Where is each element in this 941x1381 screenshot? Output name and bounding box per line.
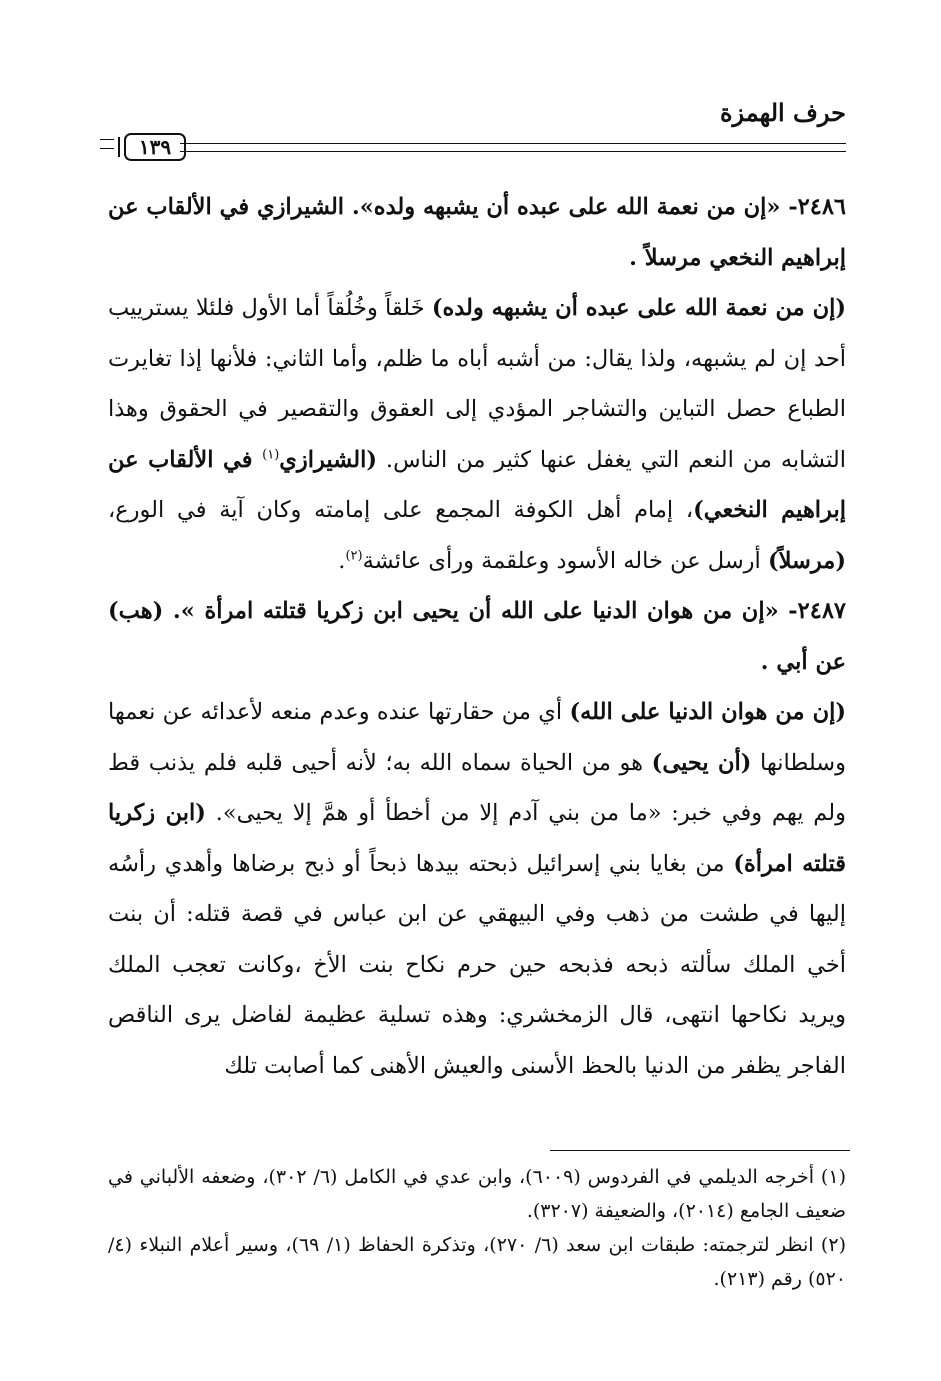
lemma: (إن من هوان الدنيا على الله) xyxy=(569,699,846,725)
commentary-text: هو من الحياة سماه الله به؛ لأنه أحيى قلبه فلم يذنب قط ولم يهم وفي خبر: «ما من بني آدم إلا من أخطأ أو همَّ إلا يحيى». xyxy=(108,749,846,826)
page-number: ١٣٩ xyxy=(124,133,186,161)
lemma: (ابن زكريا قتلته امرأة) xyxy=(108,800,846,877)
hadith-text: - «إن من هوان الدنيا على الله أن يحيى ابن زكريا قتلته امرأة ». (هب) عن أبي . xyxy=(108,598,846,675)
lemma: (مرسلاً) xyxy=(767,547,846,574)
footnotes xyxy=(108,1160,846,1296)
commentary-text: من بغايا بني إسرائيل ذبحته بيدها ذبحاً أو ذبح برضاها وأهدي رأسُه إليها في طشت من ذهب وفي البيهقي عن ابن عباس في قصة قتله: أن بنت أخي الملك سألته ذبحه فذبحه حين حرم نكاح بنت الأخ ،وكانت تعجب الملك ويريد نكاحها انتهى، قال الزمخشري: وهذه تسلية عظيمة لفاضل يرى الناقص الفاجر يظفر من الدنيا بالحظ الأسنى والعيش الأهنى كما أصابت تلك xyxy=(108,850,846,1079)
commentary-2486 xyxy=(108,283,846,586)
commentary-text: ، إمام أهل الكوفة المجمع على إمامته وكان آية في الورع، xyxy=(108,497,694,523)
entry-2486 xyxy=(108,182,846,283)
header-rule-end-mark xyxy=(100,139,114,149)
lemma: (الشيرازي xyxy=(279,446,378,473)
commentary-text: خَلقاً وخُلُقاً أما الأول فلئلا يسترييب أحد إن لم يشبهه، ولذا يقال: من أشبه أباه ما ظلم، وأما الثاني: فلأنها إذا تغايرت الطباع حصل التباين والتشاجر المؤدي إلى العقوق والتقصير في الحقوق وهذا التشابه من النعم التي يغفل عنها كثير من الناس. xyxy=(108,295,846,473)
commentary-text: أرسل عن خاله الأسود وعلقمة ورأى عائشة xyxy=(362,547,768,574)
chapter-title: حرف الهمزة xyxy=(719,98,846,127)
main-text xyxy=(108,182,846,1091)
header-rule-double xyxy=(180,151,846,152)
lemma: (إن من نعمة الله على عبده أن يشبهه ولده) xyxy=(431,295,846,321)
commentary-2487 xyxy=(108,687,846,1091)
footnote-1: (١) أخرجه الديلمي في الفردوس (٦٠٠٩)، وابن عدي في الكامل (٦/ ٣٠٢)، وضعفه الألباني في ضعيف الجامع (٢٠١٤)، والضعيفة (٣٢٠٧). xyxy=(108,1166,846,1222)
hadith-text: - «إن من نعمة الله على عبده أن يشبهه ولده». الشيرازي في الألقاب عن إبراهيم النخعي مرسلاً . xyxy=(108,194,846,271)
lemma: في الألقاب عن إبراهيم النخعي) xyxy=(108,446,846,523)
footnote-rule xyxy=(550,1150,850,1151)
commentary-text: . xyxy=(338,547,346,574)
footnote-2: (٢) انظر لترجمته: طبقات ابن سعد (٦/ ٢٧٠)، وتذكرة الحفاظ (١/ ٦٩)، وسير أعلام النبلاء (٤/ ٥٢٠) رقم (٢١٣). xyxy=(108,1234,846,1290)
commentary-text: أي من حقارتها عنده وعدم منعه لأعدائه عن نعمها وسلطانها xyxy=(108,699,846,776)
entry-number: ٢٤٨٦ xyxy=(797,194,846,220)
entry-2487 xyxy=(108,586,846,687)
entry-number: ٢٤٨٧ xyxy=(797,598,846,624)
lemma: (أن يحيى) xyxy=(651,749,752,776)
footnote-ref[interactable]: (١) xyxy=(262,447,280,462)
footnote-ref[interactable]: (٢) xyxy=(345,548,363,563)
header-rule xyxy=(180,143,846,144)
